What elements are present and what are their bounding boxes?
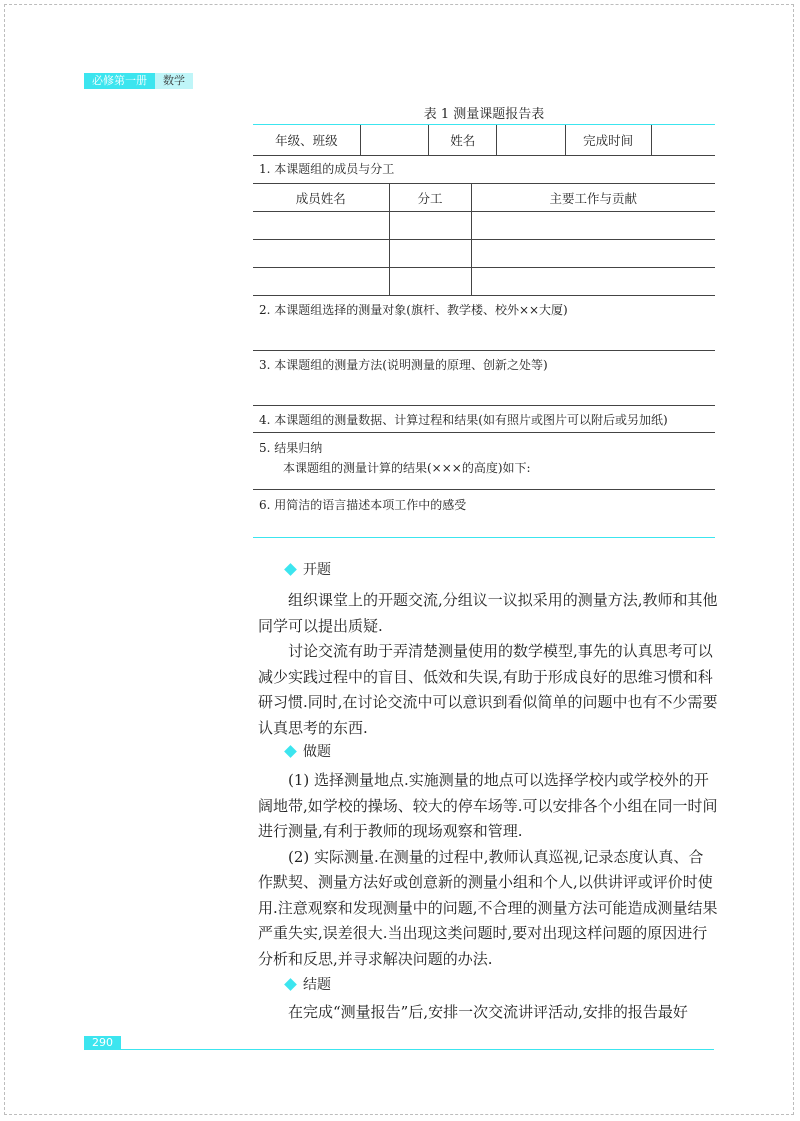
grade-class-label: 年级、班级 [253, 125, 361, 155]
members-header-row [253, 184, 715, 212]
page-footer [84, 1036, 714, 1050]
section-6-title: 6. 用简洁的语言描述本项工作中的感受 [259, 498, 467, 512]
heading-kaiti [283, 559, 331, 579]
heading-jieti [283, 974, 331, 994]
zuoti-paragraph-2: (2) 实际测量.在测量的过程中,教师认真巡视,记录态度认真、合作默契、测量方法好或创意新的测量小组和个人,以供讲评或评价时使用.注意观察和发现测量中的问题,不合理的测量方法可能造成测量结果严重失实,误差很大.当出现这类问题时,要对出现这样问题的原因进行分析和反思,并寻求解决问题的办法. [258, 847, 718, 968]
section-4-title: 4. 本课题组的测量数据、计算过程和结果(如有照片或图片可以附后或另加纸) [259, 413, 668, 427]
member-contribution-cell[interactable] [471, 240, 715, 268]
member-contribution-cell[interactable] [471, 212, 715, 240]
section-1-title: 1. 本课题组的成员与分工 [259, 162, 395, 176]
section-2-title: 2. 本课题组选择的测量对象(旗杆、教学楼、校外××大厦) [259, 303, 568, 317]
jieti-paragraph-1: 在完成“测量报告”后,安排一次交流讲评活动,安排的报告最好 [288, 1003, 688, 1021]
kaiti-paragraph-1: 组织课堂上的开题交流,分组议一议拟采用的测量方法,教师和其他同学可以提出质疑. [258, 591, 718, 635]
member-name-header: 成员姓名 [253, 184, 389, 212]
finish-time-label: 完成时间 [566, 125, 652, 155]
heading-zuoti [283, 741, 331, 761]
member-name-cell[interactable] [253, 240, 389, 268]
member-role-cell[interactable] [389, 240, 471, 268]
heading-jieti-text: 结题 [303, 977, 331, 993]
name-field[interactable] [497, 125, 565, 155]
member-name-cell[interactable] [253, 212, 389, 240]
grade-class-field[interactable] [361, 125, 429, 155]
diamond-bullet-icon [284, 978, 297, 991]
section-3[interactable] [253, 351, 715, 406]
info-row [253, 125, 715, 156]
section-3-title: 3. 本课题组的测量方法(说明测量的原理、创新之处等) [259, 358, 548, 372]
jieti-body [258, 1000, 718, 1026]
section-5-title: 5. 结果归纳 [259, 441, 323, 455]
member-name-cell[interactable] [253, 268, 389, 296]
members-table [253, 183, 715, 296]
section-5-text: 本课题组的测量计算的结果(×××的高度)如下: [283, 461, 531, 475]
subject-label: 数学 [155, 73, 193, 89]
kaiti-paragraph-2: 讨论交流有助于弄清楚测量使用的数学模型,事先的认真思考可以减少实践过程中的盲目、低效和失误,有助于形成良好的思维习惯和科研习惯.同时,在讨论交流中可以意识到看似简单的问题中也有不少需要认真思考的东西. [258, 642, 718, 737]
table-title: 表 1 测量课题报告表 [423, 107, 545, 122]
member-role-header: 分工 [389, 184, 471, 212]
table-row [253, 240, 715, 268]
diamond-bullet-icon [284, 563, 297, 576]
heading-kaiti-text: 开题 [303, 562, 331, 578]
finish-time-field[interactable] [652, 125, 715, 155]
member-role-cell[interactable] [389, 268, 471, 296]
zuoti-paragraph-1: (1) 选择测量地点.实施测量的地点可以选择学校内或学校外的开阔地带,如学校的操场、较大的停车场等.可以安排各个小组在同一时间进行测量,有利于教师的现场观察和管理. [258, 771, 718, 840]
name-label: 姓名 [429, 125, 497, 155]
section-4[interactable] [253, 406, 715, 433]
member-role-cell[interactable] [389, 212, 471, 240]
page-number: 290 [84, 1036, 121, 1050]
report-form [253, 124, 715, 530]
table-row [253, 268, 715, 296]
table-row [253, 212, 715, 240]
heading-zuoti-text: 做题 [303, 744, 331, 760]
form-bottom-rule [253, 537, 715, 538]
section-2[interactable] [253, 296, 715, 351]
kaiti-body [258, 588, 718, 741]
member-contribution-header: 主要工作与贡献 [471, 184, 715, 212]
section-5[interactable] [253, 433, 715, 490]
member-contribution-cell[interactable] [471, 268, 715, 296]
running-header [84, 73, 193, 89]
footer-rule [121, 1049, 714, 1050]
zuoti-body [258, 768, 718, 972]
book-label: 必修第一册 [84, 73, 155, 89]
section-6[interactable] [253, 490, 715, 530]
diamond-bullet-icon [284, 745, 297, 758]
